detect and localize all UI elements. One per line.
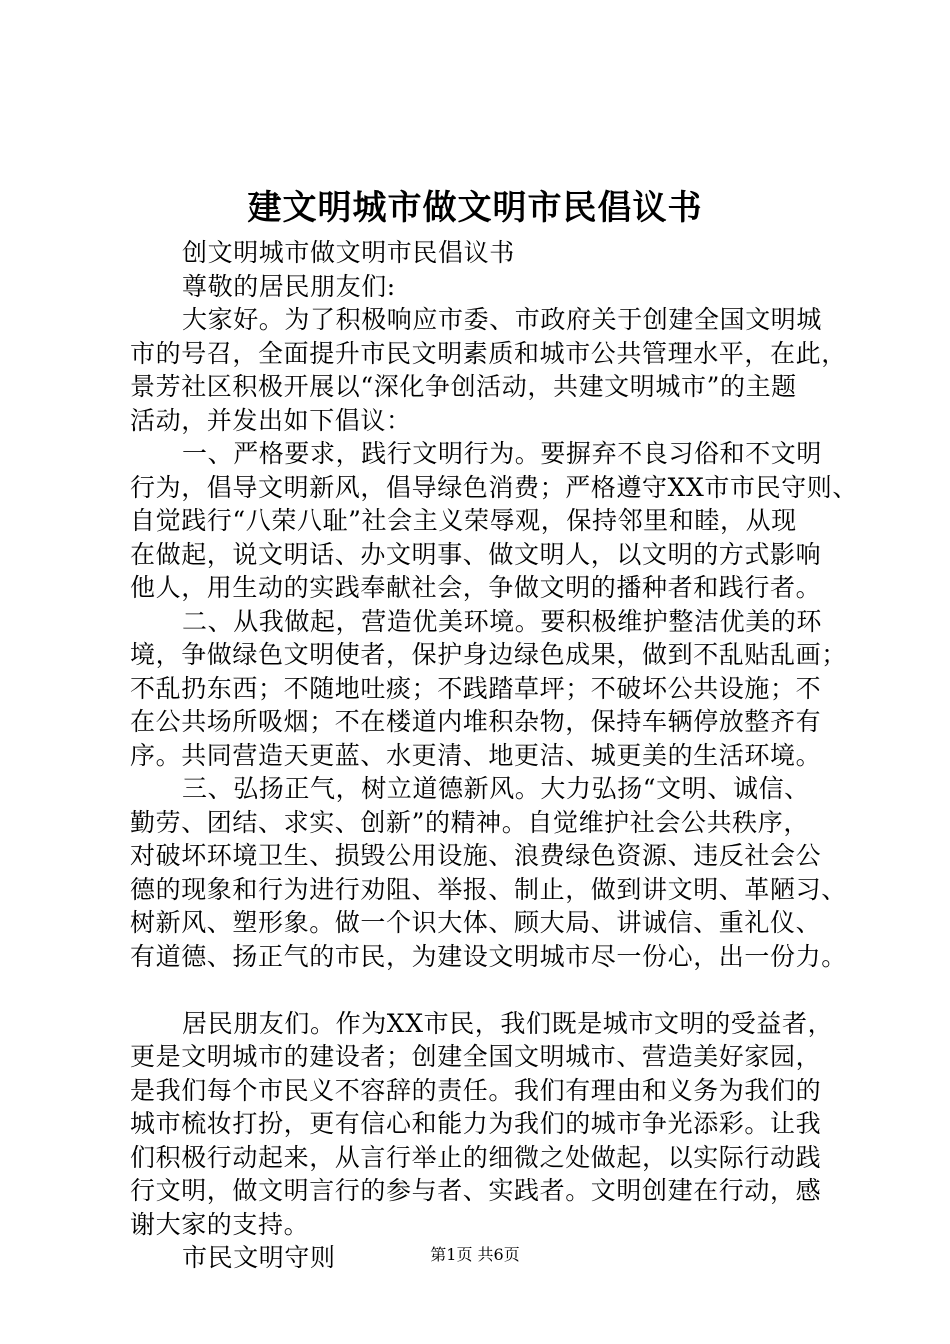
text-line: 有道德、扬正气的市民，为建设文明城市尽一份心，出一份力。 [130,941,847,971]
text-line: 在做起，说文明话、办文明事、做文明人，以文明的方式影响 [130,539,822,569]
text-line: 创文明城市做文明市民倡议书 [182,238,515,267]
text-line: 一、严格要求，践行文明行为。要摒弃不良习俗和不文明 [182,439,823,468]
text-line: 对破坏环境卫生、损毁公用设施、浪费绿色资源、违反社会公 [130,841,822,870]
text-line: 在公共场所吸烟；不在楼道内堆积杂物，保持车辆停放整齐有 [130,707,822,736]
text-line: 境，争做绿色文明使者，保护身边绿色成果，做到不乱贴乱画； [130,640,847,669]
text-line: 他人，用生动的实践奉献社会，争做文明的播种者和践行者。 [130,573,822,602]
text-line: 德的现象和行为进行劝阻、举报、制止，做到讲文明、革陋习、 [130,874,847,904]
text-line: 行为，倡导文明新风，倡导绿色消费；严格遵守XX市市民守则、 [130,472,858,502]
text-line: 大家好。为了积极响应市委、市政府关于创建全国文明城 [182,305,823,334]
text-line: 树新风、塑形象。做一个识大体、顾大局、讲诚信、重礼仪、 [130,908,822,937]
text-line: 二、从我做起，营造优美环境。要积极维护整洁优美的环 [182,606,823,636]
text-line: 是我们每个市民义不容辞的责任。我们有理由和义务为我们的 [130,1075,822,1105]
text-line: 活动，并发出如下倡议： [130,405,412,435]
text-line: 尊敬的居民朋友们: [182,271,396,301]
text-line: 自觉践行“八荣八耻”社会主义荣辱观，保持邻里和睦，从现 [130,506,797,535]
text-line: 谢大家的支持。 [130,1209,310,1239]
text-line: 市民文明守则 [182,1243,336,1272]
text-line: 城市梳妆打扮，更有信心和能力为我们的城市争光添彩。让我 [130,1109,822,1138]
text-line: 市的号召，全面提升市民文明素质和城市公共管理水平，在此， [130,338,847,368]
text-line: 勤劳、团结、求实、创新”的精神。自觉维护社会公共秩序， [130,807,809,837]
text-line: 行文明，做文明言行的参与者、实践者。文明创建在行动，感 [130,1176,822,1205]
text-line: 居民朋友们。作为XX市民，我们既是城市文明的受益者， [182,1008,834,1038]
page-footer: 第1页 共6页 [430,1245,520,1264]
blank-line [130,973,852,1007]
text-line: 序。共同营造天更蓝、水更清、地更洁、城更美的生活环境。 [130,740,822,770]
text-line: 更是文明城市的建设者；创建全国文明城市、营造美好家园， [130,1042,822,1071]
document-body [130,236,858,1275]
text-line: 们积极行动起来，从言行举止的细微之处做起，以实际行动践 [130,1142,822,1172]
text-line: 三、弘扬正气，树立道德新风。大力弘扬“文明、诚信、 [182,774,810,803]
document-title: 建文明城市做文明市民倡议书 [247,188,703,228]
text-line: 不乱扔东西；不随地吐痰；不践踏草坪；不破坏公共设施；不 [130,673,822,703]
text-line: 景芳社区积极开展以“深化争创活动，共建文明城市”的主题 [130,372,797,401]
